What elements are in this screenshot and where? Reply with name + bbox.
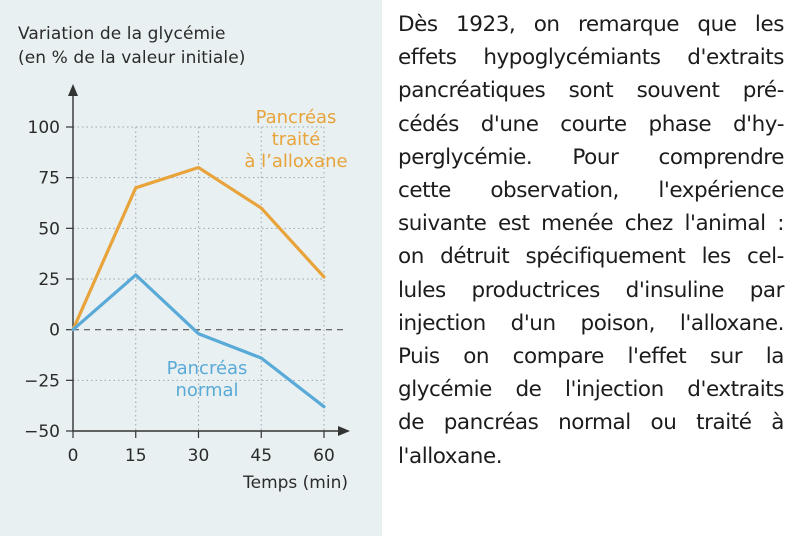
y-tick-label: 100 <box>27 118 60 138</box>
chart-panel <box>0 0 382 536</box>
x-tick-label: 45 <box>250 446 273 466</box>
y-tick-label: 25 <box>38 270 60 290</box>
y-axis-label-line-1: Variation de la glycémie <box>18 24 226 44</box>
x-tick-label: 15 <box>124 446 147 466</box>
paragraph-line: suivante est menée chez l'animal : <box>398 211 784 237</box>
x-tick-label: 0 <box>67 446 79 466</box>
paragraph-line: injection d'un poison, l'alloxane. <box>398 310 784 336</box>
y-tick-label: 75 <box>38 168 60 189</box>
paragraph-line: pancréatiques sont souvent pré- <box>398 78 784 104</box>
paragraph-line: effets hypoglycémiants d'extraits <box>398 45 784 71</box>
y-tick-label: −50 <box>24 422 60 442</box>
paragraph-line: Dès 1923, on remarque que les <box>398 12 784 37</box>
paragraph-line: l'alloxane. <box>398 443 503 469</box>
paragraph-line: cette observation, l'expérience <box>398 178 784 204</box>
y-axis-arrow <box>68 84 78 96</box>
y-tick-label: −25 <box>24 371 60 392</box>
paragraph-line: lules productrices d'insuline par <box>398 277 784 303</box>
text-panel <box>398 8 784 473</box>
series-label-normal: normal <box>175 380 239 401</box>
series-label-alloxane: traité <box>271 129 321 150</box>
paragraph-line: perglycémie. Pour comprendre <box>398 144 784 170</box>
y-axis-label-line-2: (en % de la valeur initiale) <box>18 48 246 68</box>
paragraph-line: Puis on compare l'effet sur la <box>398 344 784 370</box>
series-label-alloxane: Pancréas <box>255 107 337 128</box>
paragraph-line: cédés d'une courte phase d'hy- <box>398 111 784 137</box>
series-label-alloxane: à l’alloxane <box>244 151 348 172</box>
series-label-normal: Pancréas <box>166 358 248 379</box>
y-tick-label: 50 <box>38 219 60 240</box>
paragraph-line: on détruit spécifiquement les cel- <box>398 244 784 270</box>
paragraph-line: de pancréas normal ou traité à <box>398 410 784 436</box>
y-tick-label: 0 <box>49 320 60 341</box>
x-axis-arrow <box>338 426 350 436</box>
x-tick-label: 30 <box>187 446 210 466</box>
paragraph-line: glycémie de l'injection d'extraits <box>398 377 784 403</box>
x-axis-label: Temps (min) <box>243 473 348 493</box>
x-tick-label: 60 <box>313 446 335 466</box>
glycemia-chart <box>0 0 382 536</box>
